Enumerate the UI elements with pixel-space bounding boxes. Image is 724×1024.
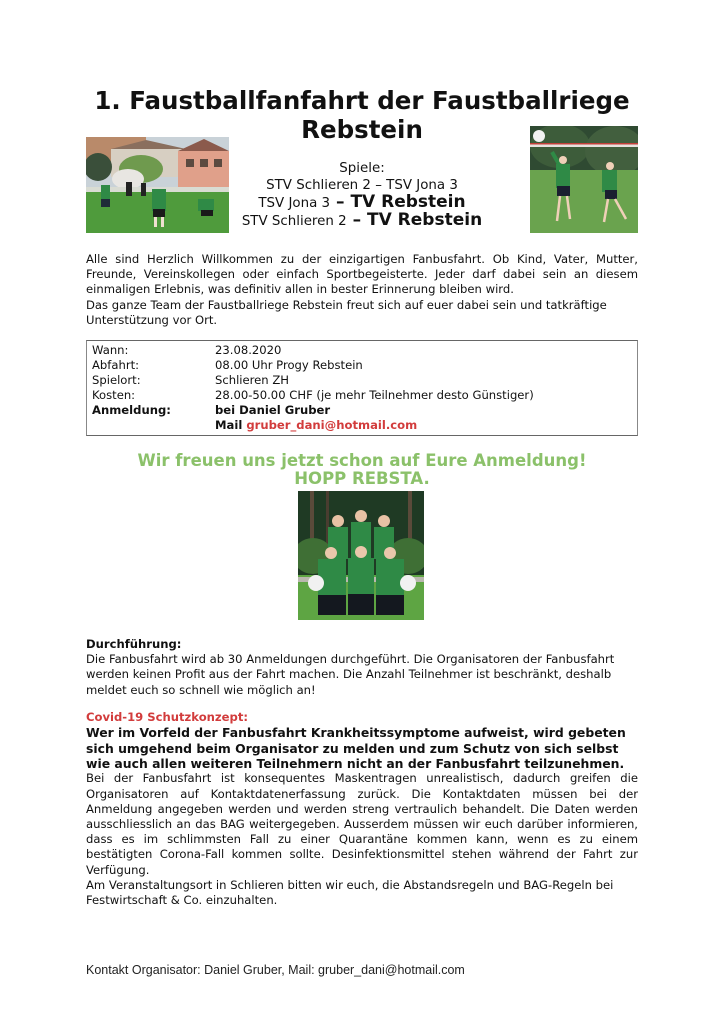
- title-line-2: Rebstein: [301, 115, 423, 144]
- covid-section: [86, 710, 638, 908]
- photo-team: [298, 491, 424, 620]
- covid-heading: Covid-19 Schutzkonzept:: [86, 710, 249, 724]
- footer-contact: Kontakt Organisator: Daniel Gruber, Mail: gruber_dani@hotmail.com: [86, 963, 465, 977]
- covid-bold-notice: Wer im Vorfeld der Fanbusfahrt Krankheitssymptome aufweist, wird gebeten sich umgehend beim Organisator zu melden und zum Schutz von sich selbst wie auch allen weiteren Teilnehmern nicht an der Fanbusfahrt teilzunehmen.: [86, 725, 626, 772]
- intro-text: [86, 252, 638, 328]
- team-home: TSV Jona 3: [258, 196, 331, 211]
- info-value: 23.08.2020: [215, 343, 282, 357]
- team-home: STV Schlieren 2: [266, 178, 371, 193]
- team-home: STV Schlieren 2: [241, 214, 347, 229]
- info-value: Schlieren ZH: [215, 373, 289, 387]
- games-heading: Spiele:: [339, 161, 385, 176]
- info-value: bei Daniel Gruber: [215, 403, 331, 417]
- info-label: Spielort:: [92, 373, 141, 387]
- info-value: 08.00 Uhr Progy Rebstein: [215, 358, 363, 372]
- slogan: [60, 452, 664, 488]
- event-info-table: [86, 340, 638, 436]
- team-away: TV Rebstein: [350, 192, 466, 212]
- email-link[interactable]: gruber_dani@hotmail.com: [246, 418, 418, 432]
- info-value: [215, 418, 417, 432]
- slogan-line-2: HOPP REBSTA.: [294, 469, 430, 488]
- durchfuehrung-heading: Durchführung:: [86, 637, 182, 651]
- photo-volley-scene: [530, 126, 638, 233]
- info-label: Wann:: [92, 343, 129, 357]
- intro-paragraph-2: Das ganze Team der Faustballriege Rebstein freut sich auf euer dabei sein und tatkräftige Unterstützung vor Ort.: [86, 297, 607, 327]
- photo-match-scene: [86, 137, 229, 233]
- info-label: Anmeldung:: [92, 403, 171, 417]
- covid-paragraph-2: Am Veranstaltungsort in Schlieren bitten wir euch, die Abstandsregeln und BAG-Regeln bei Festwirtschaft & Co. einzuhalten.: [86, 877, 614, 908]
- game-separator: –: [346, 210, 367, 230]
- info-label: Abfahrt:: [92, 358, 140, 372]
- team-away: TV Rebstein: [367, 210, 483, 230]
- slogan-line-1: Wir freuen uns jetzt schon auf Eure Anmeldung!: [137, 451, 587, 470]
- covid-paragraph-1: Bei der Fanbusfahrt ist konsequentes Maskentragen unrealistisch, dadurch greifen die Organisatoren auf Kontaktdatenerfassung zurück. Die Kontaktdaten müssen bei der Anmeldung angegeben werden und werden streng vertraulich behandelt. Die Daten werden ausschliesslich an das BAG weitergegeben. Ausserdem müssen wir euch darüber informieren, dass es im schlimmsten Fall zu einer Quarantäne kommen kann, wenn es zu einem bestätigten Corona-Fall kommen sollte. Desinfektionsmittel stehen während der Fahrt zur Verfügung.: [86, 771, 638, 877]
- intro-paragraph-1: Alle sind Herzlich Willkommen zu der einzigartigen Fanbusfahrt. Ob Kind, Vater, Mutter, Freunde, Vereinskollegen oder einfach Sportbegeisterte. Jeder darf dabei sein an diesem einmaligen Erlebnis, was definitiv allen in bester Erinnerung bleiben wird.: [86, 252, 638, 297]
- games-list: [230, 160, 494, 230]
- durchfuehrung-text: Die Fanbusfahrt wird ab 30 Anmeldungen durchgeführt. Die Organisatoren der Fanbusfahrt werden keinen Profit aus der Fahrt machen. Die Anzahl Teilnehmer ist beschränkt, deshalb meldet euch so schnell wie möglich an!: [86, 652, 615, 697]
- game-separator: –: [330, 192, 351, 212]
- durchfuehrung-section: [86, 637, 638, 698]
- info-label: Kosten:: [92, 388, 136, 402]
- info-value: 28.00-50.00 CHF (je mehr Teilnehmer desto Günstiger): [215, 388, 534, 402]
- game-item: [230, 212, 494, 230]
- mail-prefix: Mail: [215, 418, 243, 432]
- team-away: TSV Jona 3: [386, 178, 458, 193]
- title-line-1: 1. Faustballfanfahrt der Faustballriege: [94, 86, 630, 115]
- game-separator: –: [370, 178, 387, 193]
